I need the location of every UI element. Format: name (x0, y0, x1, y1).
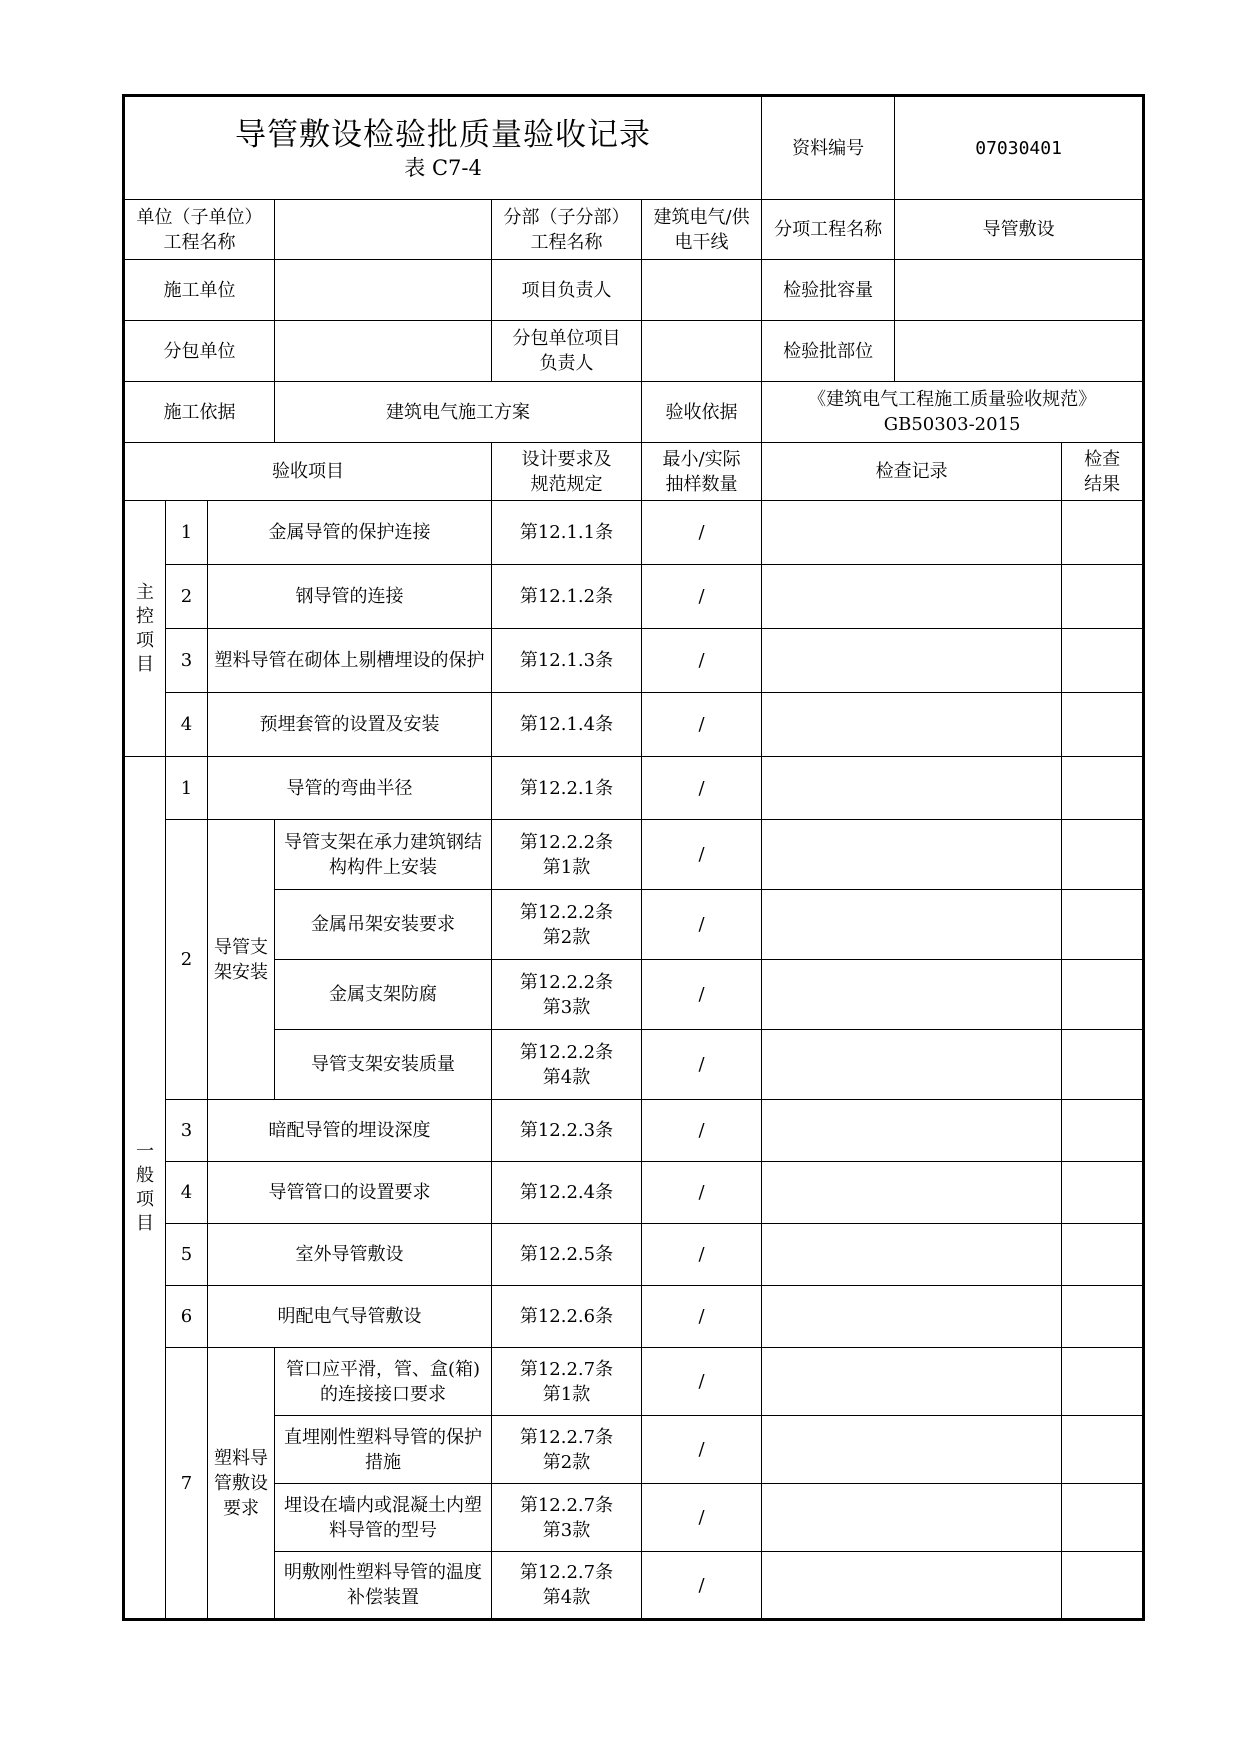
project-manager-value[interactable] (642, 260, 762, 321)
row-number: 2 (166, 820, 208, 1100)
contractor-value[interactable] (275, 260, 492, 321)
subitem-name-value[interactable]: 导管敷设 (895, 200, 1144, 260)
item-name: 预埋套管的设置及安装 (208, 693, 492, 757)
table-row (124, 890, 1144, 960)
clause: 第12.2.6条 (492, 1286, 642, 1348)
sample-count[interactable]: / (642, 565, 762, 629)
sample-count[interactable]: / (642, 890, 762, 960)
table-row (124, 501, 1144, 565)
table-row (124, 565, 1144, 629)
division-name-value[interactable]: 建筑电气/供电干线 (642, 200, 762, 260)
project-manager-label: 项目负责人 (492, 260, 642, 321)
item-name: 室外导管敷设 (208, 1224, 492, 1286)
sample-count[interactable]: / (642, 1286, 762, 1348)
division-name-label: 分部（子分部） 工程名称 (492, 200, 642, 260)
row-number: 2 (166, 565, 208, 629)
contractor-label: 施工单位 (124, 260, 275, 321)
batch-capacity-value[interactable] (895, 260, 1144, 321)
clause: 第12.2.2条 第2款 (492, 890, 642, 960)
row-number: 4 (166, 1162, 208, 1224)
check-record[interactable] (762, 890, 1062, 960)
check-result[interactable] (1062, 890, 1144, 960)
check-result[interactable] (1062, 1030, 1144, 1100)
sub-group-label: 塑料导管敷设要求 (208, 1348, 275, 1620)
item-name: 金属导管的保护连接 (208, 501, 492, 565)
check-result[interactable] (1062, 960, 1144, 1030)
sample-count[interactable]: / (642, 1030, 762, 1100)
table-row (124, 1416, 1144, 1484)
table-row (124, 629, 1144, 693)
construction-basis-label: 施工依据 (124, 382, 275, 443)
check-record[interactable] (762, 629, 1062, 693)
title-block (124, 96, 762, 200)
check-result[interactable] (1062, 629, 1144, 693)
row-number: 3 (166, 629, 208, 693)
sample-count[interactable]: / (642, 1552, 762, 1620)
table-row (124, 1030, 1144, 1100)
item-name: 直埋刚性塑料导管的保护措施 (275, 1416, 492, 1484)
check-record[interactable] (762, 693, 1062, 757)
acceptance-basis-label: 验收依据 (642, 382, 762, 443)
sample-count[interactable]: / (642, 1224, 762, 1286)
clause: 第12.2.7条 第2款 (492, 1416, 642, 1484)
sample-count[interactable]: / (642, 1416, 762, 1484)
item-name: 钢导管的连接 (208, 565, 492, 629)
acceptance-basis-value: 《建筑电气工程施工质量验收规范》 GB50303-2015 (762, 382, 1144, 443)
table-row (124, 960, 1144, 1030)
table-row (124, 1348, 1144, 1416)
item-name: 导管的弯曲半径 (208, 757, 492, 820)
construction-basis-value[interactable]: 建筑电气施工方案 (275, 382, 642, 443)
col-header-sample: 最小/实际 抽样数量 (642, 443, 762, 501)
row-number: 6 (166, 1286, 208, 1348)
check-result[interactable] (1062, 565, 1144, 629)
check-result[interactable] (1062, 1348, 1144, 1416)
table-row (124, 820, 1144, 890)
clause: 第12.1.4条 (492, 693, 642, 757)
batch-capacity-label: 检验批容量 (762, 260, 895, 321)
check-record[interactable] (762, 757, 1062, 820)
row-number: 4 (166, 693, 208, 757)
sample-count[interactable]: / (642, 1100, 762, 1162)
check-record[interactable] (762, 1484, 1062, 1552)
sample-count[interactable]: / (642, 629, 762, 693)
check-record[interactable] (762, 1552, 1062, 1620)
check-record[interactable] (762, 1348, 1062, 1416)
sample-count[interactable]: / (642, 1348, 762, 1416)
clause: 第12.2.2条 第3款 (492, 960, 642, 1030)
table-row (124, 1286, 1144, 1348)
sub-group-label: 导管支架安装 (208, 820, 275, 1100)
clause: 第12.2.7条 第3款 (492, 1484, 642, 1552)
sample-count[interactable]: / (642, 693, 762, 757)
subcontractor-value[interactable] (275, 321, 492, 382)
record-no-value[interactable]: 07030401 (895, 96, 1144, 200)
table-row (124, 1552, 1144, 1620)
check-record[interactable] (762, 1416, 1062, 1484)
form-title: 导管敷设检验批质量验收记录 (235, 117, 652, 153)
sample-count[interactable]: / (642, 820, 762, 890)
item-name: 导管支架安装质量 (275, 1030, 492, 1100)
check-result[interactable] (1062, 757, 1144, 820)
clause: 第12.2.3条 (492, 1100, 642, 1162)
row-number: 1 (166, 501, 208, 565)
item-name: 导管支架在承力建筑钢结构构件上安装 (275, 820, 492, 890)
form-subtitle: 表 C7-4 (404, 156, 482, 180)
clause: 第12.2.7条 第4款 (492, 1552, 642, 1620)
unit-name-label: 单位（子单位） 工程名称 (124, 200, 275, 260)
check-record[interactable] (762, 1162, 1062, 1224)
check-record[interactable] (762, 1224, 1062, 1286)
check-result[interactable] (1062, 1224, 1144, 1286)
clause: 第12.1.1条 (492, 501, 642, 565)
sample-count[interactable]: / (642, 1162, 762, 1224)
check-result[interactable] (1062, 693, 1144, 757)
clause: 第12.2.4条 (492, 1162, 642, 1224)
main-control-group-label: 主控项目 (124, 501, 166, 757)
sample-count[interactable]: / (642, 757, 762, 820)
check-record[interactable] (762, 820, 1062, 890)
item-name: 金属支架防腐 (275, 960, 492, 1030)
check-result[interactable] (1062, 501, 1144, 565)
col-header-design: 设计要求及 规范规定 (492, 443, 642, 501)
clause: 第12.1.3条 (492, 629, 642, 693)
table-row (124, 1162, 1144, 1224)
subcontractor-label: 分包单位 (124, 321, 275, 382)
check-result[interactable] (1062, 1552, 1144, 1620)
col-header-result: 检查 结果 (1062, 443, 1144, 501)
row-number: 7 (166, 1348, 208, 1620)
batch-location-label: 检验批部位 (762, 321, 895, 382)
col-header-record: 检查记录 (762, 443, 1062, 501)
clause: 第12.1.2条 (492, 565, 642, 629)
table-row (124, 1100, 1144, 1162)
check-record[interactable] (762, 1286, 1062, 1348)
item-name: 明配电气导管敷设 (208, 1286, 492, 1348)
check-result[interactable] (1062, 1484, 1144, 1552)
check-result[interactable] (1062, 1162, 1144, 1224)
general-group-label: 一般项目 (124, 757, 166, 1620)
check-record[interactable] (762, 1100, 1062, 1162)
table-row (124, 1224, 1144, 1286)
subitem-name-label: 分项工程名称 (762, 200, 895, 260)
sub-pm-value[interactable] (642, 321, 762, 382)
col-header-item: 验收项目 (124, 443, 492, 501)
table-row (124, 693, 1144, 757)
item-name: 埋设在墙内或混凝土内塑料导管的型号 (275, 1484, 492, 1552)
item-name: 导管管口的设置要求 (208, 1162, 492, 1224)
clause: 第12.2.2条 第1款 (492, 820, 642, 890)
batch-location-value[interactable] (895, 321, 1144, 382)
check-record[interactable] (762, 501, 1062, 565)
sample-count[interactable]: / (642, 960, 762, 1030)
clause: 第12.2.1条 (492, 757, 642, 820)
sample-count[interactable]: / (642, 1484, 762, 1552)
clause: 第12.2.2条 第4款 (492, 1030, 642, 1100)
sub-pm-label: 分包单位项目 负责人 (492, 321, 642, 382)
table-row (124, 757, 1144, 820)
clause: 第12.2.5条 (492, 1224, 642, 1286)
check-result[interactable] (1062, 820, 1144, 890)
item-name: 明敷刚性塑料导管的温度补偿装置 (275, 1552, 492, 1620)
record-no-label: 资料编号 (762, 96, 895, 200)
table-row (124, 1484, 1144, 1552)
row-number: 3 (166, 1100, 208, 1162)
inspection-form (122, 94, 1145, 1621)
check-result[interactable] (1062, 1416, 1144, 1484)
item-name: 塑料导管在砌体上剔槽埋设的保护 (208, 629, 492, 693)
check-result[interactable] (1062, 1286, 1144, 1348)
clause: 第12.2.7条 第1款 (492, 1348, 642, 1416)
item-name: 金属吊架安装要求 (275, 890, 492, 960)
check-record[interactable] (762, 960, 1062, 1030)
check-record[interactable] (762, 1030, 1062, 1100)
item-name: 管口应平滑，管、盒(箱)的连接接口要求 (275, 1348, 492, 1416)
check-result[interactable] (1062, 1100, 1144, 1162)
check-record[interactable] (762, 565, 1062, 629)
sample-count[interactable]: / (642, 501, 762, 565)
row-number: 5 (166, 1224, 208, 1286)
row-number: 1 (166, 757, 208, 820)
item-name: 暗配导管的埋设深度 (208, 1100, 492, 1162)
unit-name-value[interactable] (275, 200, 492, 260)
